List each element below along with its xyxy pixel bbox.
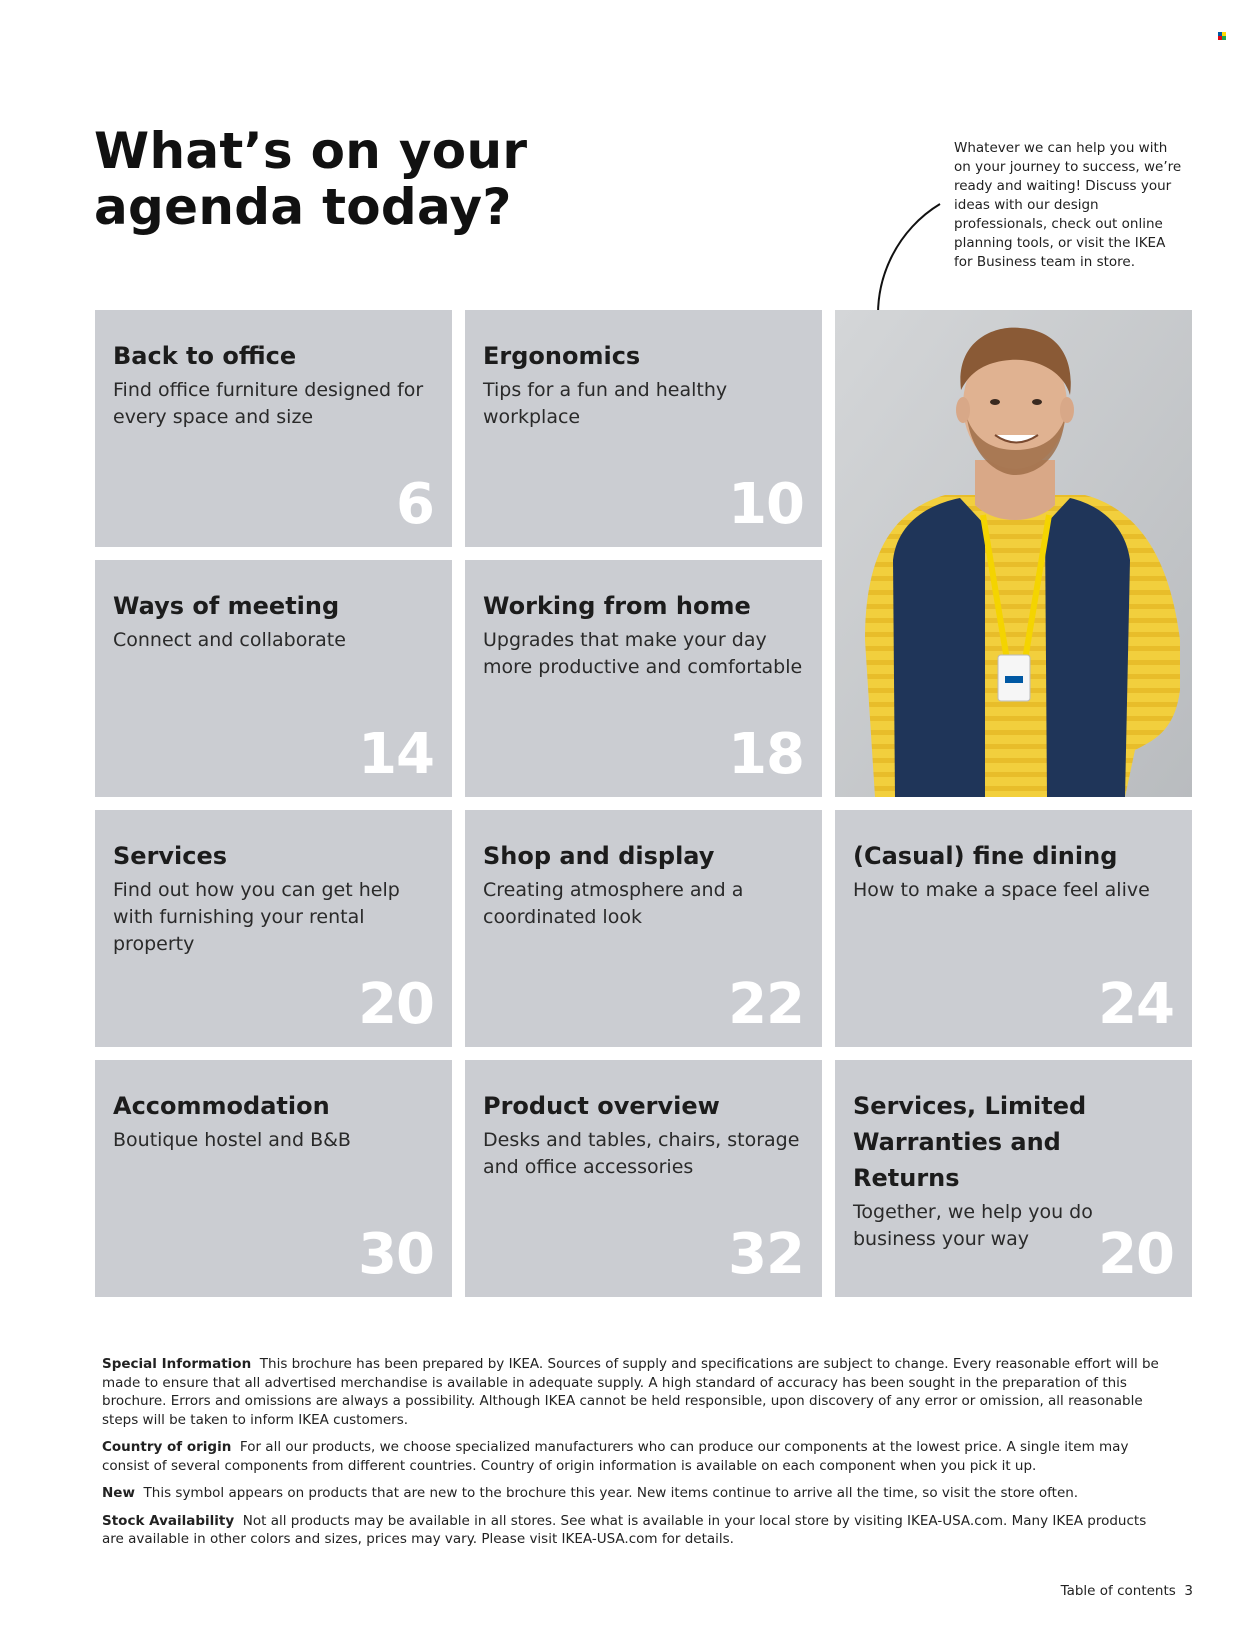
tile-title: Back to office — [113, 342, 297, 370]
tile-page-number: 6 — [396, 472, 434, 537]
tile-description: Upgrades that make your day more productive and comfortable — [483, 629, 803, 678]
footer-label: Table of contents — [1060, 1583, 1176, 1599]
intro-text: Whatever we can help you with on your journey to success, we’re ready and waiting! Discuss your ideas with our design professionals, check out online planning tools, or visit the IKEA for Business team in store. — [954, 140, 1182, 270]
tile-page-number: 18 — [728, 722, 804, 787]
tile-title: Ways of meeting — [113, 592, 340, 620]
tile-ergonomics[interactable] — [465, 310, 822, 547]
fine-print — [102, 1355, 1170, 1558]
tile-title: (Casual) fine dining — [853, 842, 1118, 870]
fine-print-text: Not all products may be available in all stores. See what is available in your local store by visiting IKEA-USA.com. Many IKEA products are available in other colors and sizes, prices may vary. Please visit IKEA-USA.com for details. — [102, 1512, 1147, 1547]
page-title-line-1: What’s on your — [94, 122, 528, 180]
tile-services[interactable] — [95, 810, 452, 1047]
tile-page-number: 32 — [728, 1222, 804, 1287]
footer-page-number: 3 — [1184, 1583, 1193, 1599]
fine-print-text: For all our products, we choose specialized manufacturers who can produce our components at the lowest price. A single item may consist of several components from different countries. Country of origin information is available on each component when you pick it up. — [102, 1439, 1129, 1474]
tile-description: Creating atmosphere and a coordinated look — [483, 879, 744, 928]
tile-description: Find office furniture designed for every space and size — [113, 379, 424, 428]
tile-description: Tips for a fun and healthy workplace — [483, 379, 728, 428]
tile-accommodation[interactable] — [95, 1060, 452, 1297]
tile-shop-and-display[interactable] — [465, 810, 822, 1047]
tile-page-number: 24 — [1098, 972, 1174, 1037]
tile-title: Accommodation — [113, 1092, 330, 1120]
tile-title: Shop and display — [483, 842, 715, 870]
fine-print-text: This symbol appears on products that are new to the brochure this year. New items continue to arrive all the time, so visit the store often. — [143, 1485, 1079, 1501]
page-title — [94, 123, 527, 235]
tile-description: Desks and tables, chairs, storage and office accessories — [483, 1129, 800, 1178]
tile-casual-fine-dining[interactable] — [835, 810, 1192, 1047]
fine-print-label: Country of origin — [102, 1439, 232, 1455]
tile-page-number: 20 — [358, 972, 434, 1037]
tile-page-number: 20 — [1098, 1222, 1174, 1287]
tile-product-overview[interactable] — [465, 1060, 822, 1297]
tile-title: Services — [113, 842, 228, 870]
fine-print-special-information — [102, 1355, 1170, 1429]
tile-title: Services, Limited Warranties and Returns — [853, 1092, 1087, 1192]
fine-print-label: Special Information — [102, 1356, 252, 1372]
tile-back-to-office[interactable] — [95, 310, 452, 547]
tile-description: Boutique hostel and B&B — [113, 1129, 351, 1151]
brand-mark-icon — [1218, 32, 1226, 40]
tile-description: Find out how you can get help with furnishing your rental property — [113, 879, 400, 955]
person-photo — [835, 310, 1192, 797]
fine-print-stock-availability — [102, 1512, 1170, 1549]
tile-description: Connect and collaborate — [113, 629, 346, 651]
tile-title: Ergonomics — [483, 342, 641, 370]
page-footer — [1061, 1583, 1193, 1599]
tile-title: Working from home — [483, 592, 751, 620]
tile-description: Together, we help you do business your way — [853, 1201, 1093, 1250]
fine-print-country-of-origin — [102, 1438, 1170, 1475]
tile-title: Product overview — [483, 1092, 720, 1120]
tile-page-number: 30 — [358, 1222, 434, 1287]
fine-print-new — [102, 1484, 1170, 1503]
fine-print-text: This brochure has been prepared by IKEA. Sources of supply and specifications are subject to change. Every reasonable effort will be made to ensure that all advertised merchandise is available in adequate supply. A high standard of accuracy has been sought in the preparation of this brochure. Errors and omissions are always a possibility. Although IKEA cannot be held responsible, upon discovery of any error or omission, all reasonable steps will be taken to inform IKEA customers. — [102, 1356, 1159, 1428]
person-photo-icon — [835, 310, 1192, 797]
page-title-line-2: agenda today? — [94, 178, 512, 236]
fine-print-label: Stock Availability — [102, 1512, 235, 1529]
tile-working-from-home[interactable] — [465, 560, 822, 797]
tile-description: How to make a space feel alive — [853, 879, 1150, 901]
fine-print-label: New — [102, 1485, 135, 1501]
tile-services-warranties-returns[interactable] — [835, 1060, 1192, 1297]
tile-ways-of-meeting[interactable] — [95, 560, 452, 797]
tile-page-number: 22 — [728, 972, 804, 1037]
tile-page-number: 14 — [358, 722, 434, 787]
tile-page-number: 10 — [728, 472, 804, 537]
